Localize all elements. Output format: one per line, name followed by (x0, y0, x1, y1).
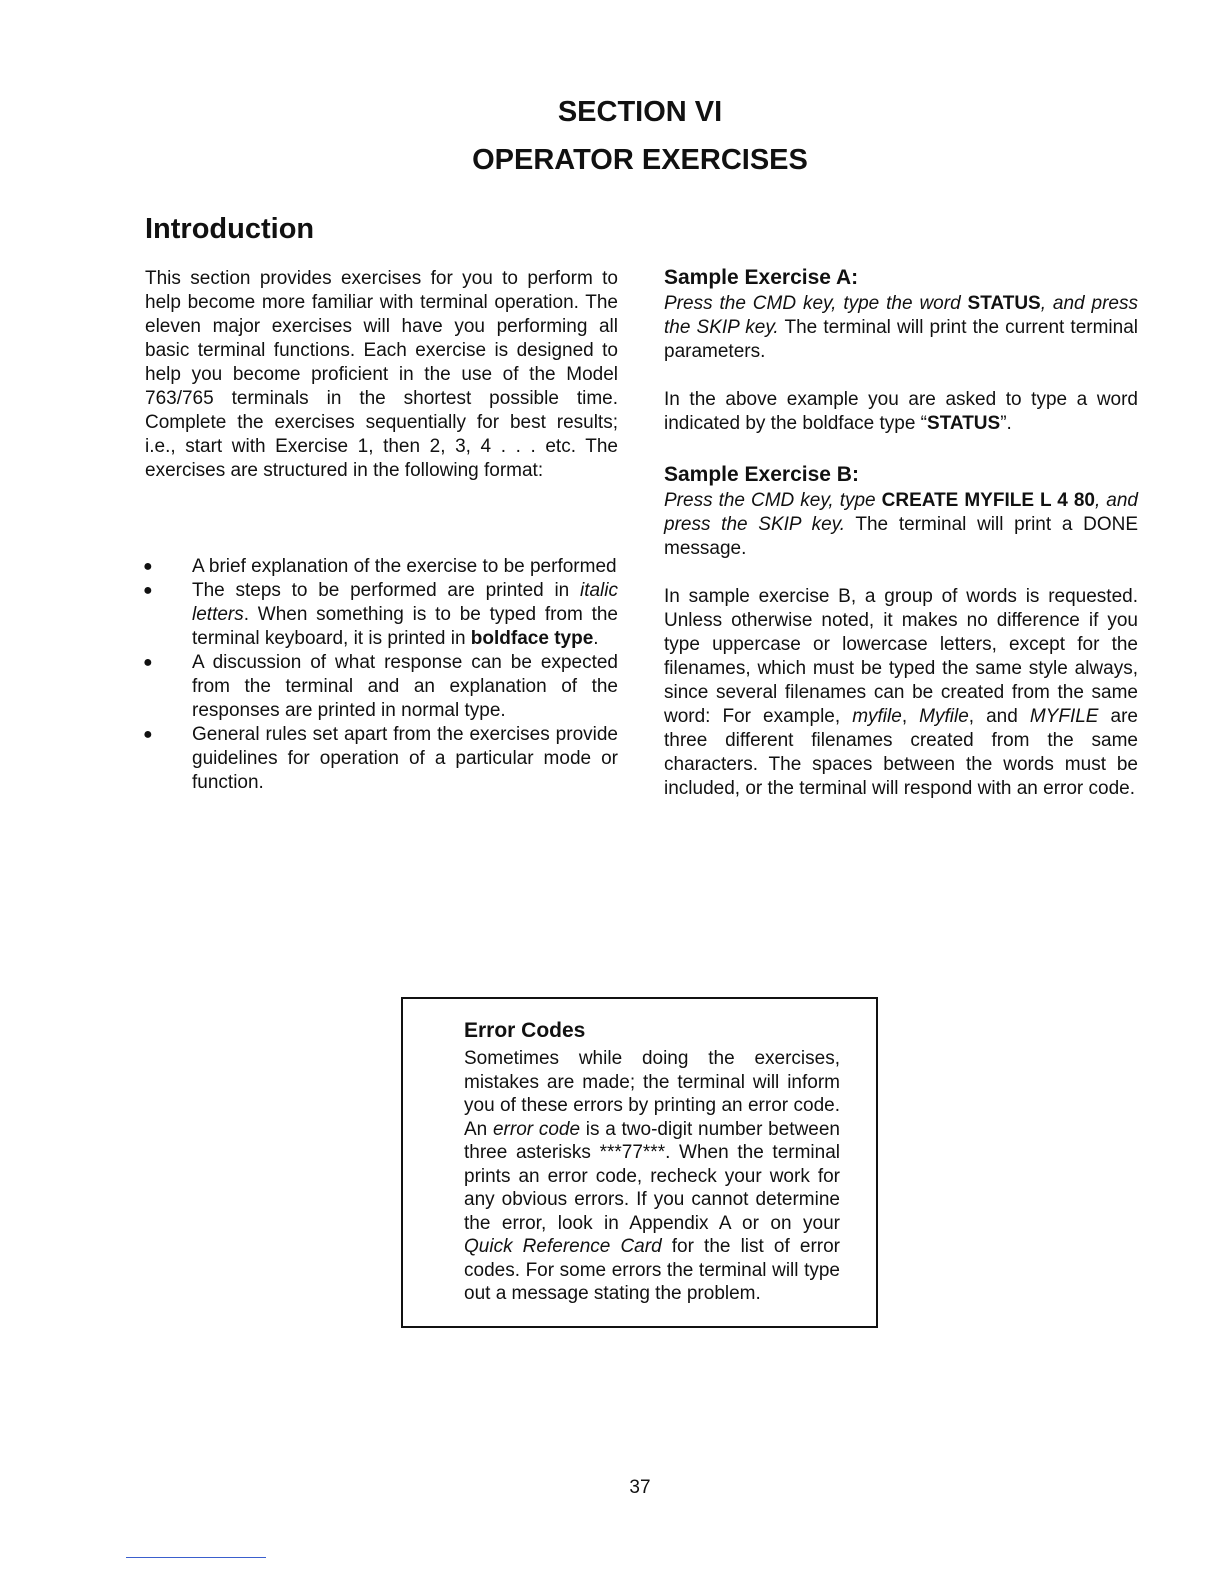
bullet-text: . When something is to be typed from the terminal keyboard, it is printed in (192, 604, 618, 649)
section-title: SECTION VI (557, 96, 723, 128)
bullet-text: A brief explanation of the exercise to be performed (192, 556, 617, 577)
sample-b-step-italic: Press the CMD key, type (664, 490, 882, 511)
bullet-text: . (593, 628, 599, 649)
sample-b-step-result: The terminal will print a DONE message. (664, 514, 1138, 559)
error-codes-paragraph (464, 1047, 840, 1306)
discussion-text: , and (968, 706, 1030, 727)
bullet-bold-text: boldface type (470, 628, 594, 649)
bullet-italic-text: italic letters (192, 580, 618, 625)
filename-example: MYFILE (1029, 706, 1099, 727)
error-codes-italic: Quick Reference Card (464, 1236, 662, 1257)
error-codes-text: Sometimes while doing the exercises, mistakes are made; the terminal will inform you of these errors by printing an error code. An (464, 1048, 840, 1140)
introduction-column (145, 267, 618, 483)
error-codes-text: for the list of error codes. For some errors the terminal will type out a message stating the problem. (464, 1236, 841, 1304)
bullet-icon: ● (143, 582, 153, 599)
error-codes-text: is a two-digit number between three asterisks ***77***. When the terminal prints an error code, recheck your work for any obvious errors. If you cannot determine the error, look in Appendix A or on your (464, 1118, 840, 1234)
discussion-text: , (901, 706, 920, 727)
bullet-item (145, 723, 618, 795)
sample-a-note-keyword: STATUS (927, 413, 1001, 434)
sample-a-step (664, 292, 1138, 364)
filename-example: Myfile (919, 706, 969, 727)
discussion-text: In sample exercise B, a group of words is requested. Unless otherwise noted, it makes no difference if you type uppercase or lowercase letters, except for the filenames, which must be typed the same style always, since several filenames can be created from the same word: For example, (664, 586, 1138, 727)
introduction-paragraph: This section provides exercises for you to perform to help become more familiar with terminal operation. The eleven major exercises will have you performing all basic terminal functions. Each exercise is designed to help you become proficient in the use of the Model 763/765 terminals in the shortest possible time. Complete the exercises sequentially for best results; i.e., start with Exercise 1, then 2, 3, 4 . . . etc. The exercises are structured in the following format: (145, 268, 618, 481)
format-bullet-list (145, 555, 618, 795)
error-codes-italic: error code (492, 1118, 581, 1140)
bullet-text: The steps to be performed are printed in (192, 580, 580, 601)
sample-b-step (664, 489, 1138, 561)
sample-a-heading: Sample Exercise A: (664, 266, 859, 289)
error-codes-box (401, 997, 878, 1328)
sample-a-step-result: The terminal will print the current terminal parameters. (664, 317, 1138, 362)
filename-example: myfile (852, 706, 902, 727)
samples-column (664, 265, 1138, 801)
bullet-icon: ● (143, 558, 153, 575)
sample-a-step-italic: Press the CMD key, type the word (664, 293, 968, 314)
sample-a-note-text: ”. (1000, 413, 1012, 434)
bullet-item (145, 651, 618, 723)
sample-a-step-italic: , and press the SKIP key. (664, 293, 1138, 338)
sample-b-keyword: CREATE MYFILE L 4 80 (881, 490, 1096, 511)
page-number: 37 (629, 1477, 651, 1498)
error-codes-title: Error Codes (464, 1019, 586, 1042)
section-subtitle: OPERATOR EXERCISES (472, 144, 808, 176)
bullet-text: General rules set apart from the exercises provide guidelines for operation of a particular mode or function. (192, 724, 618, 793)
introduction-heading: Introduction (145, 213, 315, 245)
error-codes-content (464, 1017, 840, 1306)
sample-a-keyword: STATUS (967, 293, 1041, 314)
bullet-icon: ● (143, 654, 153, 671)
discussion-text: are three different filenames created from the same characters. The spaces between the words must be included, or the terminal will respond with an error code. (664, 706, 1138, 799)
sample-b-discussion (664, 585, 1138, 801)
bullet-icon: ● (143, 726, 153, 743)
bullet-item (145, 555, 618, 579)
bullet-text: A discussion of what response can be expected from the terminal and an explanation of the responses are printed in normal type. (192, 652, 618, 721)
sample-a-note-text: In the above example you are asked to type a word indicated by the boldface type “ (664, 389, 1138, 434)
sample-b-heading: Sample Exercise B: (664, 463, 859, 486)
sample-b-step-italic: , and press the SKIP key. (664, 490, 1139, 535)
sample-a-note (664, 388, 1138, 436)
bullet-item (145, 579, 618, 651)
scan-edge-line (126, 1557, 266, 1558)
